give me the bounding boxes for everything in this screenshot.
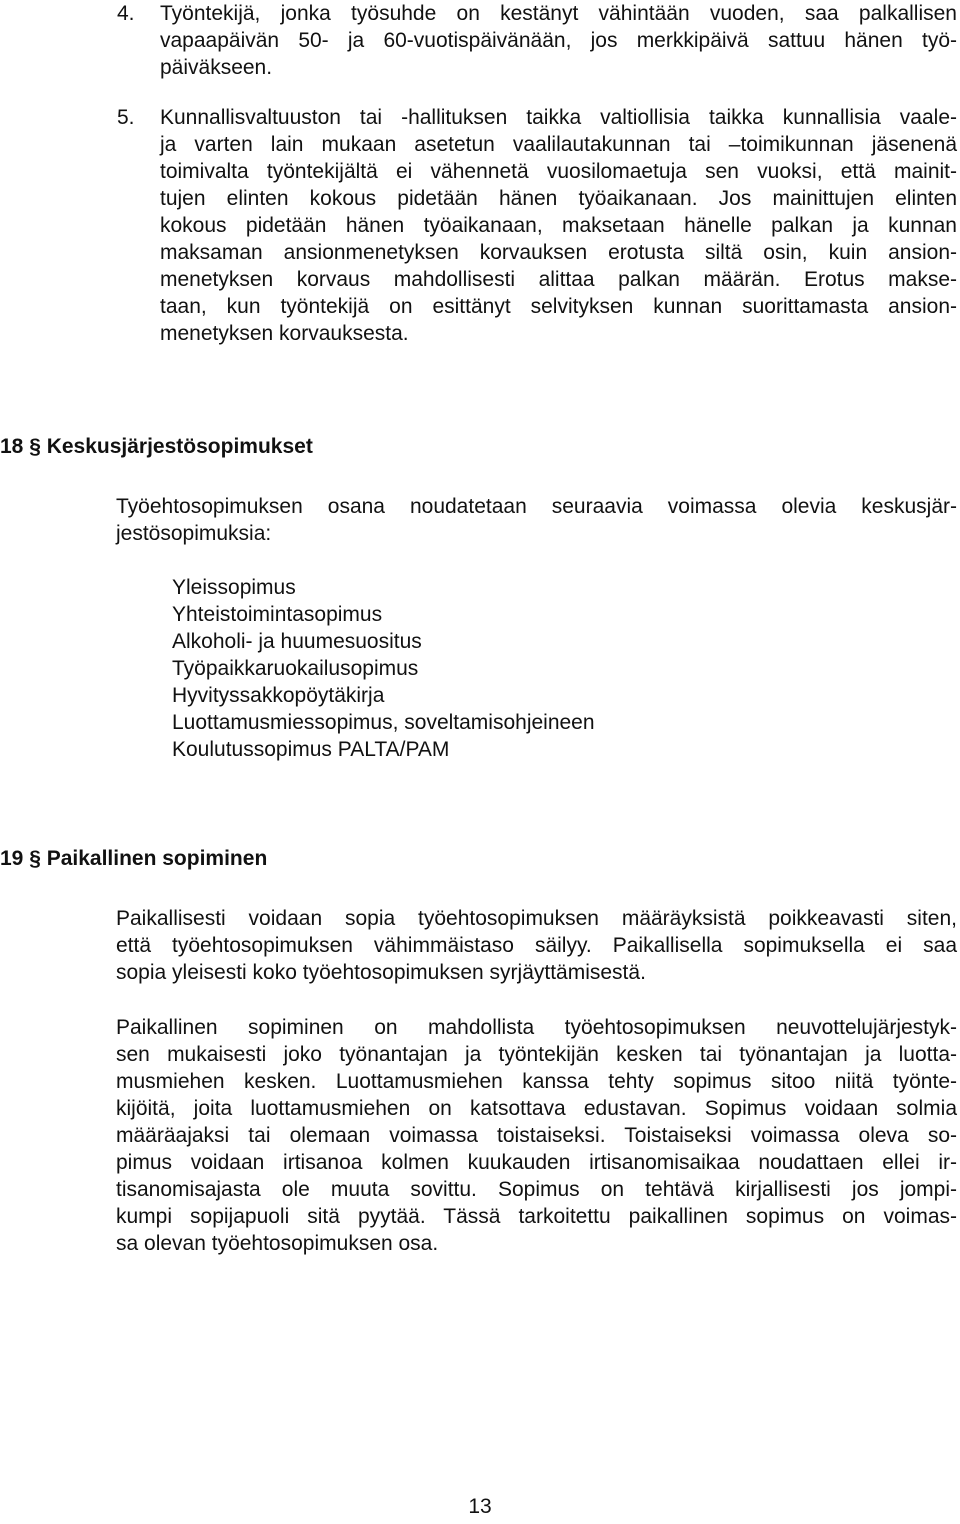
paragraph-line: tisanomisajasta ole muuta sovittu. Sopimus on tehtävä kirjallisesti jos jompi-	[116, 1178, 957, 1201]
list-number-5: 5.	[117, 106, 135, 129]
list-item-4-line-2: vapaapäivän 50- ja 60-vuotispäivänään, jos merkkipäivä sattuu hänen työ-	[160, 29, 957, 52]
list-item-5-line-5: kokous pidetään hänen työaikanaan, maksetaan hänelle palkan ja kunnan	[160, 214, 957, 237]
paragraph-line: musmiehen kesken. Luottamusmiehen kanssa tehty sopimus sitoo niitä työnte-	[116, 1070, 957, 1093]
agreement-item: Yleissopimus	[172, 576, 296, 599]
list-item-5-line-9: menetyksen korvauksesta.	[160, 322, 409, 345]
agreement-item: Yhteistoimintasopimus	[172, 603, 383, 626]
paragraph-line: sopia yleisesti koko työehtosopimuksen syrjäyttämisestä.	[116, 961, 646, 984]
agreement-item: Työpaikkaruokailusopimus	[172, 657, 419, 680]
list-item-5-line-3: toimivalta työntekijältä ei vähennetä vuosilomaetuja sen vuoksi, että mainit-	[160, 160, 957, 183]
list-item-4-line-3: päiväkseen.	[160, 56, 273, 79]
agreement-item: Luottamusmiessopimus, soveltamisohjeineen	[172, 711, 595, 734]
paragraph-line: määräajaksi tai olemaan voimassa toistaiseksi. Toistaiseksi voimassa oleva so-	[116, 1124, 957, 1147]
paragraph-line: kumpi sopijapuoli sitä pyytää. Tässä tarkoitettu paikallinen sopimus on voimas-	[116, 1205, 957, 1228]
list-item-4-line-1: Työntekijä, jonka työsuhde on kestänyt vähintään vuoden, saa palkallisen	[160, 2, 957, 25]
paragraph-line: Paikallisesti voidaan sopia työehtosopimuksen määräyksistä poikkeavasti siten,	[116, 907, 957, 930]
list-item-5-line-1: Kunnallisvaltuuston tai -hallituksen taikka valtiollisia taikka kunnallisia vaale-	[160, 106, 957, 129]
section-19-heading: 19 § Paikallinen sopiminen	[0, 847, 268, 870]
agreement-item: Hyvityssakkopöytäkirja	[172, 684, 385, 707]
list-item-5-line-4: tujen elinten kokous pidetään hänen työaikanaan. Jos mainittujen elinten	[160, 187, 957, 210]
paragraph-line: pimus voidaan irtisanoa kolmen kuukauden irtisanomisaikaa noudattaen ellei ir-	[116, 1151, 957, 1174]
section-18-intro-line-1: Työehtosopimuksen osana noudatetaan seuraavia voimassa olevia keskusjär-	[116, 495, 957, 518]
paragraph-line: Paikallinen sopiminen on mahdollista työehtosopimuksen neuvottelujärjestyk-	[116, 1016, 957, 1039]
list-item-5-line-6: maksaman ansionmenetyksen korvauksen erotusta siltä osin, kuin ansion-	[160, 241, 957, 264]
agreement-item: Koulutussopimus PALTA/PAM	[172, 738, 450, 761]
page-number: 13	[468, 1495, 492, 1518]
paragraph-line: kijöitä, joita luottamusmiehen on katsottava edustavan. Sopimus voidaan solmia	[116, 1097, 957, 1120]
agreement-item: Alkoholi- ja huumesuositus	[172, 630, 422, 653]
list-item-5-line-8: taan, kun työntekijä on esittänyt selvityksen kunnan suorittamasta ansion-	[160, 295, 957, 318]
list-item-5-line-7: menetyksen korvaus mahdollisesti alittaa palkan määrän. Erotus makse-	[160, 268, 957, 291]
list-number-4: 4.	[117, 2, 135, 25]
list-item-5-line-2: ja varten lain mukaan asetetun vaalilautakunnan tai –toimikunnan jäsenenä	[160, 133, 957, 156]
section-18-heading: 18 § Keskusjärjestösopimukset	[0, 435, 313, 458]
paragraph-line: että työehtosopimuksen vähimmäistaso säilyy. Paikallisella sopimuksella ei saa	[116, 934, 957, 957]
paragraph-line: sen mukaisesti joko työnantajan ja työntekijän kesken tai työnantajan ja luotta-	[116, 1043, 957, 1066]
paragraph-line: sa olevan työehtosopimuksen osa.	[116, 1232, 439, 1255]
section-18-intro-line-2: jestösopimuksia:	[116, 522, 272, 545]
